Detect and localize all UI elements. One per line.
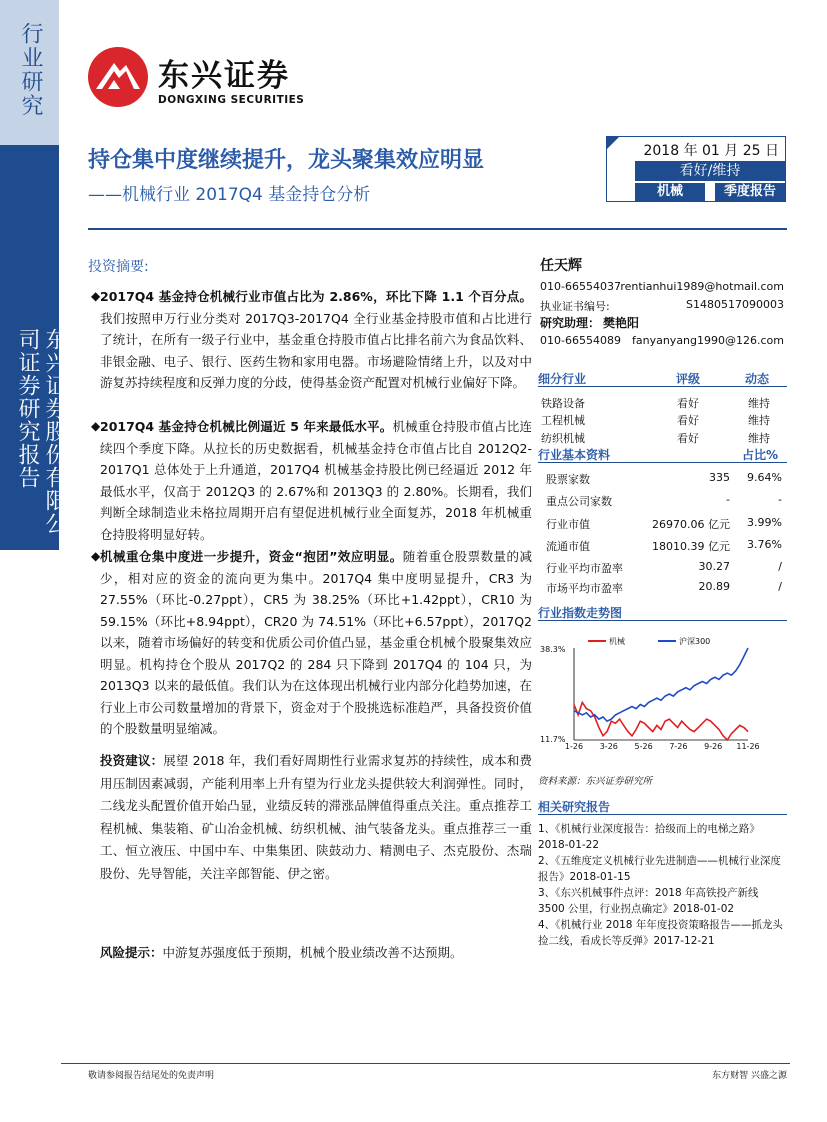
table-cell: 行业平均市盈率	[546, 562, 623, 575]
table-cell: -	[778, 493, 782, 506]
table-cell: 纺织机械	[541, 432, 585, 445]
related-reports-header	[538, 796, 787, 815]
analyst-name: 任天辉	[540, 258, 582, 274]
related-reports-heading: 相关研究报告	[538, 800, 611, 814]
assistant-name: 樊艳阳	[603, 316, 640, 330]
x-tick-label: 11-26	[736, 742, 760, 751]
risk-warning	[100, 942, 532, 965]
assistant-label: 研究助理：	[540, 316, 601, 330]
summary-heading: 投资摘要:	[88, 259, 149, 275]
y-tick-label: 38.3%	[540, 645, 566, 654]
table-cell: 20.89	[698, 580, 730, 593]
footer-slogan: 东方财智 兴盛之源	[712, 1071, 787, 1081]
table-cell: 工程机械	[541, 414, 585, 427]
sidebar-main-label: 东兴证券股份有限公司证券研究报告	[15, 328, 67, 535]
related-report-item: 2018-01-22	[538, 839, 600, 851]
risk-warning-label: 风险提示：	[100, 945, 163, 960]
table-cell: 30.27	[698, 560, 730, 573]
investment-advice-text: 展望 2018 年，我们看好周期性行业需求复苏的持续性，成本和费用压制因素减弱，产能利用率上升有望为行业龙头提供较大利润弹性。同时，二线龙头配置价值开始凸显，业绩反转的滞涨品牌值得重点关注。重点推荐工程机械、集装箱、矿山冶金机械、纺织机械、油气装备龙头。重点推荐三一重工、恒立液压、中国中车、中集集团、陕鼓动力、精测电子、杰克股份、杰瑞股份、先导智能，关注辛郎智能、伊之密。	[100, 753, 532, 881]
assistant-email: fanyanyang1990@126.com	[632, 334, 784, 347]
table-cell: 行业市值	[546, 518, 590, 531]
investment-advice	[100, 750, 532, 885]
table-cell: 重点公司家数	[546, 495, 612, 508]
brand-name-en: DONGXING SECURITIES	[158, 94, 305, 106]
risk-warning-text: 中游复苏强度低于预期，机械个股业绩改善不达预期。	[162, 945, 463, 960]
table-cell: 市场平均市盈率	[546, 582, 623, 595]
summary-point-2-bold: 2017Q4 基金持仓机械比例逼近 5 年来最低水平。	[100, 419, 393, 434]
report-subtitle: ——机械行业 2017Q4 基金持仓分析	[88, 185, 371, 205]
sidebar-main	[0, 145, 67, 550]
index-chart-heading: 行业指数走势图	[538, 606, 623, 620]
sub-industry-col-trend: 动态	[745, 372, 770, 386]
y-tick-label: 11.7%	[540, 735, 566, 744]
cert-number: S1480517090003	[686, 298, 784, 311]
index-trend-chart	[538, 634, 760, 751]
bullet-icon: ◆	[91, 419, 101, 433]
x-tick-label: 3-26	[599, 742, 618, 751]
summary-point-1	[91, 286, 532, 394]
summary-point-3	[91, 546, 532, 740]
legend-label: 沪深300	[679, 637, 711, 646]
summary-point-3-text: 随着重仓股票数量的减少，相对应的资金的流向更为集中。2017Q4 集中度明显提升，CR3 为 27.55%（环比-0.27ppt），CR5 为 38.25%（环比+1.42ppt），CR10 为 59.15%（环比+8.94ppt），CR20 为 74.51%（环比+6.57ppt），2017Q2 以来，随着市场偏好的转变和优质公司价值凸显，基金重仓机械个股聚集效应明显。机构持仓个股从 2017Q2 的 284 只下降到 2017Q4 的 104 只，为 2013Q3 以来的最低值。我们认为在这体现出机械行业内部分化趋势加速，在行业上市公司数量增加的背景下，资金对于个股挑选标准趋严，具备投资价值的个股数量明显缩减。	[100, 549, 532, 736]
tag-industry: 机械	[635, 183, 705, 201]
analyst-phone: 010-66554037	[540, 280, 621, 293]
chart-source: 资料来源：东兴证券研究所	[538, 776, 653, 787]
bullet-icon: ◆	[91, 289, 101, 303]
table-cell: 维持	[748, 432, 770, 445]
legend-label: 机械	[609, 637, 625, 646]
table-cell: /	[778, 580, 782, 593]
bullet-icon: ◆	[91, 549, 101, 563]
table-cell: 流通市值	[546, 540, 590, 553]
table-cell: 335	[709, 471, 730, 484]
cert-label: 执业证书编号:	[540, 300, 610, 313]
table-cell: 26970.06 亿元	[652, 518, 730, 531]
box-corner-flag	[607, 137, 619, 149]
industry-data-heading: 行业基本资料	[538, 448, 611, 462]
summary-point-2-text: 机械重仓持股市值占比连续四个季度下降。从拉长的历史数据看，机械基金持仓市值占比自 2012Q2-2017Q1 总体处于上升通道，2017Q4 机械基金持股比例已经逼近 2012 年最低水平，仅高于 2012Q3 的 2.67%和 2013Q3 的 2.80%。长期看，我们判断全球制造业未格拉周期开启有望促进机械行业全面复苏，2018 年机械重仓持股将明显好转。	[100, 419, 532, 542]
dongxing-logo-icon	[86, 45, 150, 109]
footer-divider	[61, 1063, 790, 1064]
brand-name-cn: 东兴证券	[158, 58, 290, 94]
series-line	[574, 702, 748, 740]
investment-advice-label: 投资建议：	[100, 753, 164, 768]
sidebar-top-label: 行业研究	[18, 22, 43, 118]
analyst-email: rentianhui1989@hotmail.com	[620, 280, 784, 293]
table-cell: 看好	[677, 432, 699, 445]
report-date: 2018 年 01 月 25 日	[643, 143, 779, 159]
industry-data-header	[538, 444, 787, 463]
sidebar-top	[0, 0, 59, 145]
table-cell: 维持	[748, 397, 770, 410]
header-divider	[88, 228, 787, 230]
related-report-item: 2、《五维度定义机械行业先进制造——机械行业深度报告》2018-01-15	[538, 855, 781, 883]
table-cell: 看好	[677, 414, 699, 427]
related-report-item: 3、《东兴机械事件点评：2018 年高铁投产新线 3500 公里，行业拐点确定》2018-01-02	[538, 887, 759, 915]
x-tick-label: 9-26	[704, 742, 723, 751]
series-line	[574, 648, 748, 721]
index-chart-header	[538, 602, 787, 621]
x-tick-label: 1-26	[564, 742, 584, 751]
summary-point-3-bold: 机械重仓集中度进一步提升，资金“抱团”效应明显。	[100, 549, 403, 564]
table-cell: 9.64%	[747, 471, 782, 484]
table-cell: 18010.39 亿元	[652, 540, 730, 553]
table-cell: /	[778, 560, 782, 573]
tag-row	[635, 183, 785, 201]
table-cell: 3.76%	[747, 538, 782, 551]
table-cell: 看好	[677, 397, 699, 410]
table-cell: 维持	[748, 414, 770, 427]
summary-point-1-text: 我们按照申万行业分类对 2017Q3-2017Q4 全行业基金持股市值和占比进行了统计，在所有一级子行业中，基金重仓持股市值占比排名前六为食品饮料、非银金融、电子、银行、医药生物和家用电器。市场避险情绪上升，以及对中游复苏持续程度和反弹力度的分歧，使得基金资产配置对机械行业偏好下降。	[100, 310, 532, 390]
footer-disclaimer: 敬请参阅报告结尾处的免责声明	[88, 1071, 215, 1081]
report-title: 持仓集中度继续提升，龙头聚集效应明显	[88, 148, 485, 173]
related-report-item: 4、《机械行业 2018 年年度投资策略报告——抓龙头捡二线，看成长等反弹》2017-12-21	[538, 919, 783, 947]
x-tick-label: 5-26	[634, 742, 653, 751]
date-rating-box	[606, 136, 786, 202]
summary-point-2	[91, 416, 532, 545]
table-cell: 铁路设备	[541, 397, 585, 410]
industry-data-unit: 占比%	[742, 448, 779, 462]
rating-badge: 看好/维持	[635, 161, 785, 181]
x-tick-label: 7-26	[669, 742, 688, 751]
assistant-phone: 010-66554089	[540, 334, 621, 347]
table-cell: -	[726, 493, 730, 506]
sub-industry-header	[538, 368, 787, 387]
summary-point-1-bold: 2017Q4 基金持仓机械行业市值占比为 2.86%，环比下降 1.1 个百分点。	[100, 289, 532, 304]
table-cell: 3.99%	[747, 516, 782, 529]
table-cell: 股票家数	[546, 473, 590, 486]
sub-industry-col-name: 细分行业	[538, 372, 587, 386]
sub-industry-col-rating: 评级	[676, 372, 701, 386]
related-report-item: 1、《机械行业深度报告：拾级而上的电梯之路》	[538, 823, 760, 835]
tag-report-type: 季度报告	[715, 183, 785, 201]
